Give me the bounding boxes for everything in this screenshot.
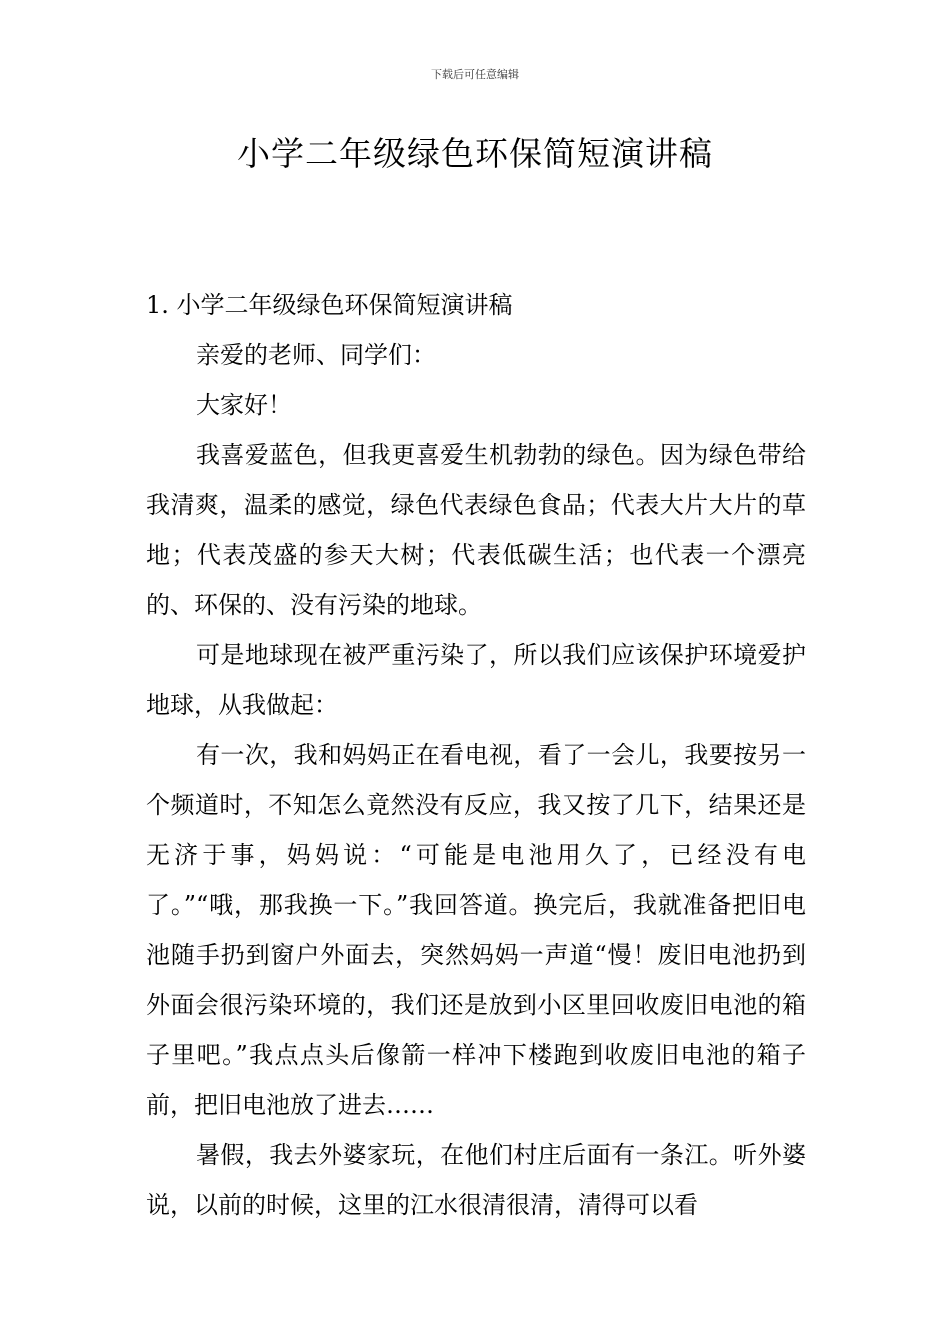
paragraph-hello: 大家好！ [196, 391, 292, 419]
document-body [146, 280, 806, 1230]
page-header-note: 下载后可任意编辑 [431, 68, 519, 81]
paragraph-green: 我喜爱蓝色，但我更喜爱生机勃勃的绿色。因为绿色带给我清爽，温柔的感觉，绿色代表绿色食品；代表大片大片的草地；代表茂盛的参天大树；代表低碳生活；也代表一个漂亮的、环保的、没有污染的地球。 [146, 441, 806, 619]
paragraph-pollution: 可是地球现在被严重污染了，所以我们应该保护环境爱护地球，从我做起： [146, 641, 806, 719]
section-heading: 1. 小学二年级绿色环保简短演讲稿 [146, 291, 513, 319]
paragraph-greeting: 亲爱的老师、同学们： [196, 341, 436, 369]
paragraph-battery-story: 有一次，我和妈妈正在看电视，看了一会儿，我要按另一个频道时，不知怎么竟然没有反应，我又按了几下，结果还是无济于事，妈妈说：“可能是电池用久了，已经没有电了。”“哦，那我换一下。”我回答道。换完后，我就准备把旧电池随手扔到窗户外面去，突然妈妈一声道“慢！废旧电池扔到外面会很污染环境的，我们还是放到小区里回收废旧电池的箱子里吧。”我点点头后像箭一样冲下楼跑到收废旧电池的箱子前，把旧电池放了进去…… [146, 741, 806, 1119]
paragraph-summer: 暑假，我去外婆家玩，在他们村庄后面有一条江。听外婆说，以前的时候，这里的江水很清很清，清得可以看 [146, 1141, 806, 1219]
document-title: 小学二年级绿色环保简短演讲稿 [237, 134, 713, 173]
